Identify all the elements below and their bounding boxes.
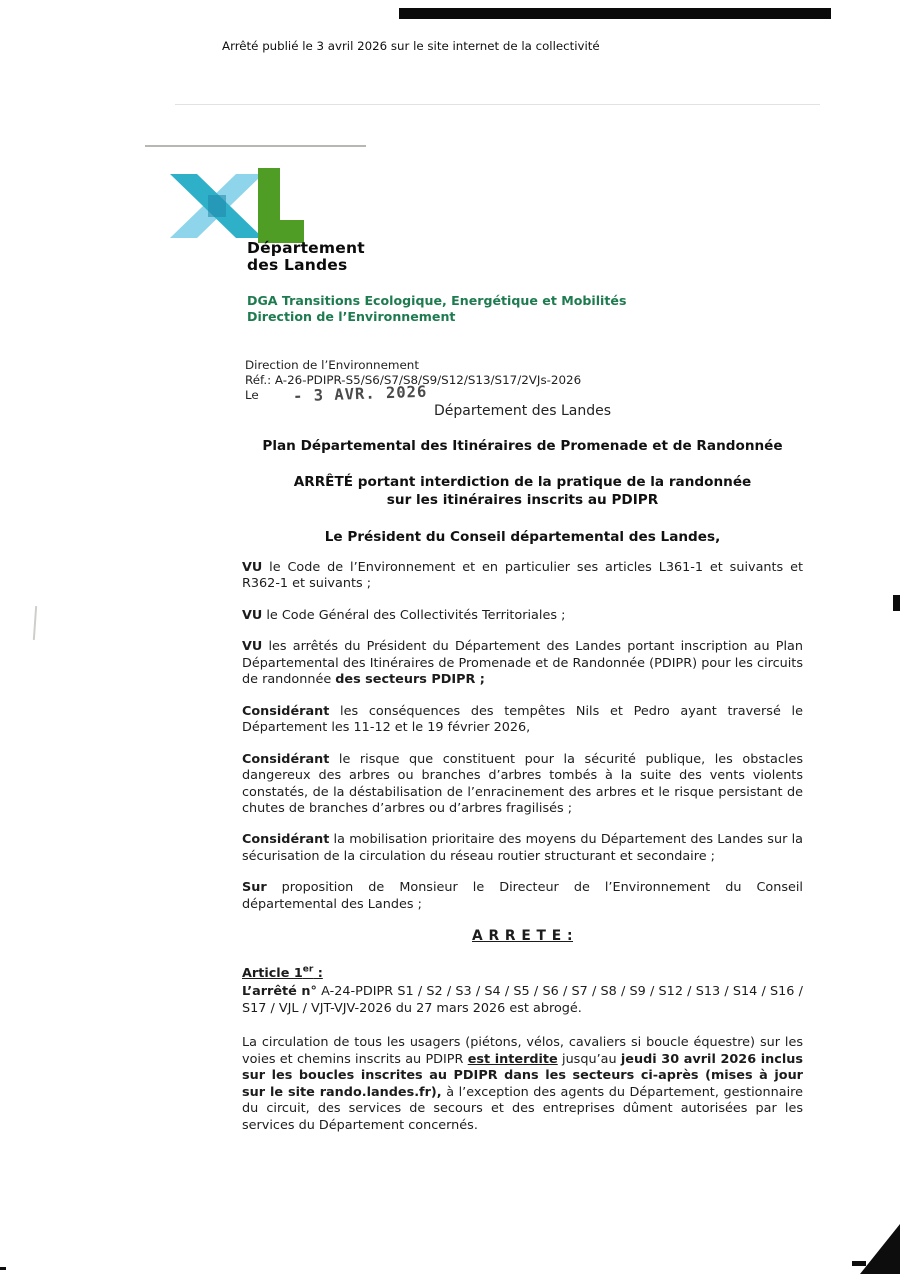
article1-title-sup: er xyxy=(302,964,314,975)
org-name-line1: Département xyxy=(247,239,365,257)
recital-text: le risque que constituent pour la sécurité publique, les obstacles dangereux des arbres ou branches d’arbres tombés à la suite des vents violents constatés, de la déstabilisation de l’enracinement des arbres et le risque persistant de chutes de branches d’arbres ou d’arbres fragilisés ; xyxy=(242,751,803,816)
arrete-heading-text: A R R E T E : xyxy=(471,928,574,945)
scan-artifact-bottom-left-speck xyxy=(0,1267,6,1270)
date-stamp: - 3 AVR. 2026 xyxy=(292,382,428,406)
recital-label: Considérant xyxy=(242,751,330,767)
p2-bold-underline: est interdite xyxy=(467,1051,558,1067)
article1-title xyxy=(242,962,803,983)
recital-text: les conséquences des tempêtes Nils et Pedro ayant traversé le Département les 11-12 et le 19 février 2026, xyxy=(242,703,803,736)
recital-label: VU xyxy=(242,560,263,575)
article1-title-main: Article 1 xyxy=(242,965,303,981)
p2-bold: jeudi 30 avril 2026 inclus sur les boucles inscrites au PDIPR dans les secteurs ci-après (mises à jour sur le site rando.landes.fr), xyxy=(242,1051,803,1100)
p2-text-3: à l’exception des agents du Département, gestionnaire du circuit, des services de secours et des entreprises dûment autorisées par les services du Département concernés. xyxy=(242,1084,803,1133)
recital-text: le Code Général des Collectivités Territoriales ; xyxy=(262,607,566,623)
direction-line: Direction de l’Environnement xyxy=(247,308,456,324)
president-line: Le Président du Conseil départemental des Landes, xyxy=(324,529,721,545)
recital-considerant-1 xyxy=(242,704,803,737)
date-line xyxy=(245,382,581,406)
p1-text: A-24-PDIPR S1 / S2 / S3 / S4 / S5 / S6 / S7 / S8 / S9 / S12 / S13 / S14 / S16 / S17 / VJL / VJT-VJV-2026 du 27 mars 2026 est abrogé. xyxy=(242,984,803,1016)
arrete-heading xyxy=(242,928,803,945)
recital-bold-suffix: des secteurs PDIPR ; xyxy=(335,672,485,688)
recital-sur xyxy=(242,880,803,913)
arrete-title-line2: sur les itinéraires inscrits au PDIPR xyxy=(386,492,659,508)
recital-vu-3 xyxy=(242,639,803,688)
article1-paragraph-1 xyxy=(242,984,803,1017)
recital-text: le Code de l’Environnement et en particulier ses articles L361-1 et suivants et R362-1 et suivants ; xyxy=(242,560,803,592)
scan-artifact-scratch xyxy=(33,606,37,640)
p1-bold: L’arrêté n° xyxy=(242,984,317,1000)
org-name-line2: des Landes xyxy=(247,256,348,274)
reference-block xyxy=(245,358,582,406)
scan-artifact-soft-line xyxy=(145,145,366,147)
recital-vu-1 xyxy=(242,560,803,593)
scan-artifact-right-speck xyxy=(893,595,900,611)
recital-considerant-2 xyxy=(242,752,803,818)
recital-vu-2 xyxy=(242,608,803,624)
article1-paragraph-2 xyxy=(242,1035,803,1134)
recital-label: Considérant xyxy=(242,703,330,719)
plan-title: Plan Départemental des Itinéraires de Promenade et de Randonnée xyxy=(262,438,783,454)
dept-title: Département des Landes xyxy=(433,403,612,419)
recital-considerant-3 xyxy=(242,832,803,865)
publish-note: Arrêté publié le 3 avril 2026 sur le site internet de la collectivité xyxy=(222,39,600,53)
dga-line: DGA Transitions Ecologique, Energétique et Mobilités xyxy=(247,293,627,308)
p2-text-2: jusqu’au xyxy=(557,1051,621,1067)
org-name xyxy=(247,240,365,274)
arrete-title xyxy=(242,473,803,509)
directorate-header xyxy=(247,293,626,324)
recital-text: la mobilisation prioritaire des moyens du Département des Landes sur la sécurisation de la circulation du réseau routier structurant et secondaire ; xyxy=(242,832,803,864)
xl-logo-icon xyxy=(170,168,304,244)
recital-label: Considérant xyxy=(242,832,330,848)
article1-title-suffix: : xyxy=(313,965,323,981)
recital-text: les arrêtés du Président du Département des Landes portant inscription au Plan Départemental des Itinéraires de Promenade et de Randonnée (PDIPR) pour les circuits de randonnée xyxy=(242,639,803,688)
ref-line: Réf.: A-26-PDIPR-S5/S6/S7/S8/S9/S12/S13/S17/2VJs-2026 xyxy=(245,372,582,387)
le-label: Le xyxy=(245,388,259,403)
arrete-title-line1: ARRÊTÉ portant interdiction de la pratique de la randonnée xyxy=(293,474,752,490)
recital-label: VU xyxy=(242,639,263,655)
scan-artifact-faint-line xyxy=(175,104,820,105)
document-body xyxy=(242,560,803,1149)
scan-artifact-top-bar xyxy=(399,8,831,19)
recital-label: Sur xyxy=(242,880,267,896)
recital-label: VU xyxy=(242,607,263,623)
scan-artifact-corner-blot xyxy=(860,1224,900,1274)
xl-landes-logo xyxy=(170,168,304,248)
p2-text-1: La circulation de tous les usagers (piétons, vélos, cavaliers si boucle équestre) sur les voies et chemins inscrits au PDIPR xyxy=(242,1035,803,1067)
recital-text: proposition de Monsieur le Directeur de l’Environnement du Conseil départemental des Landes ; xyxy=(242,880,803,912)
service-line: Direction de l’Environnement xyxy=(245,358,419,372)
